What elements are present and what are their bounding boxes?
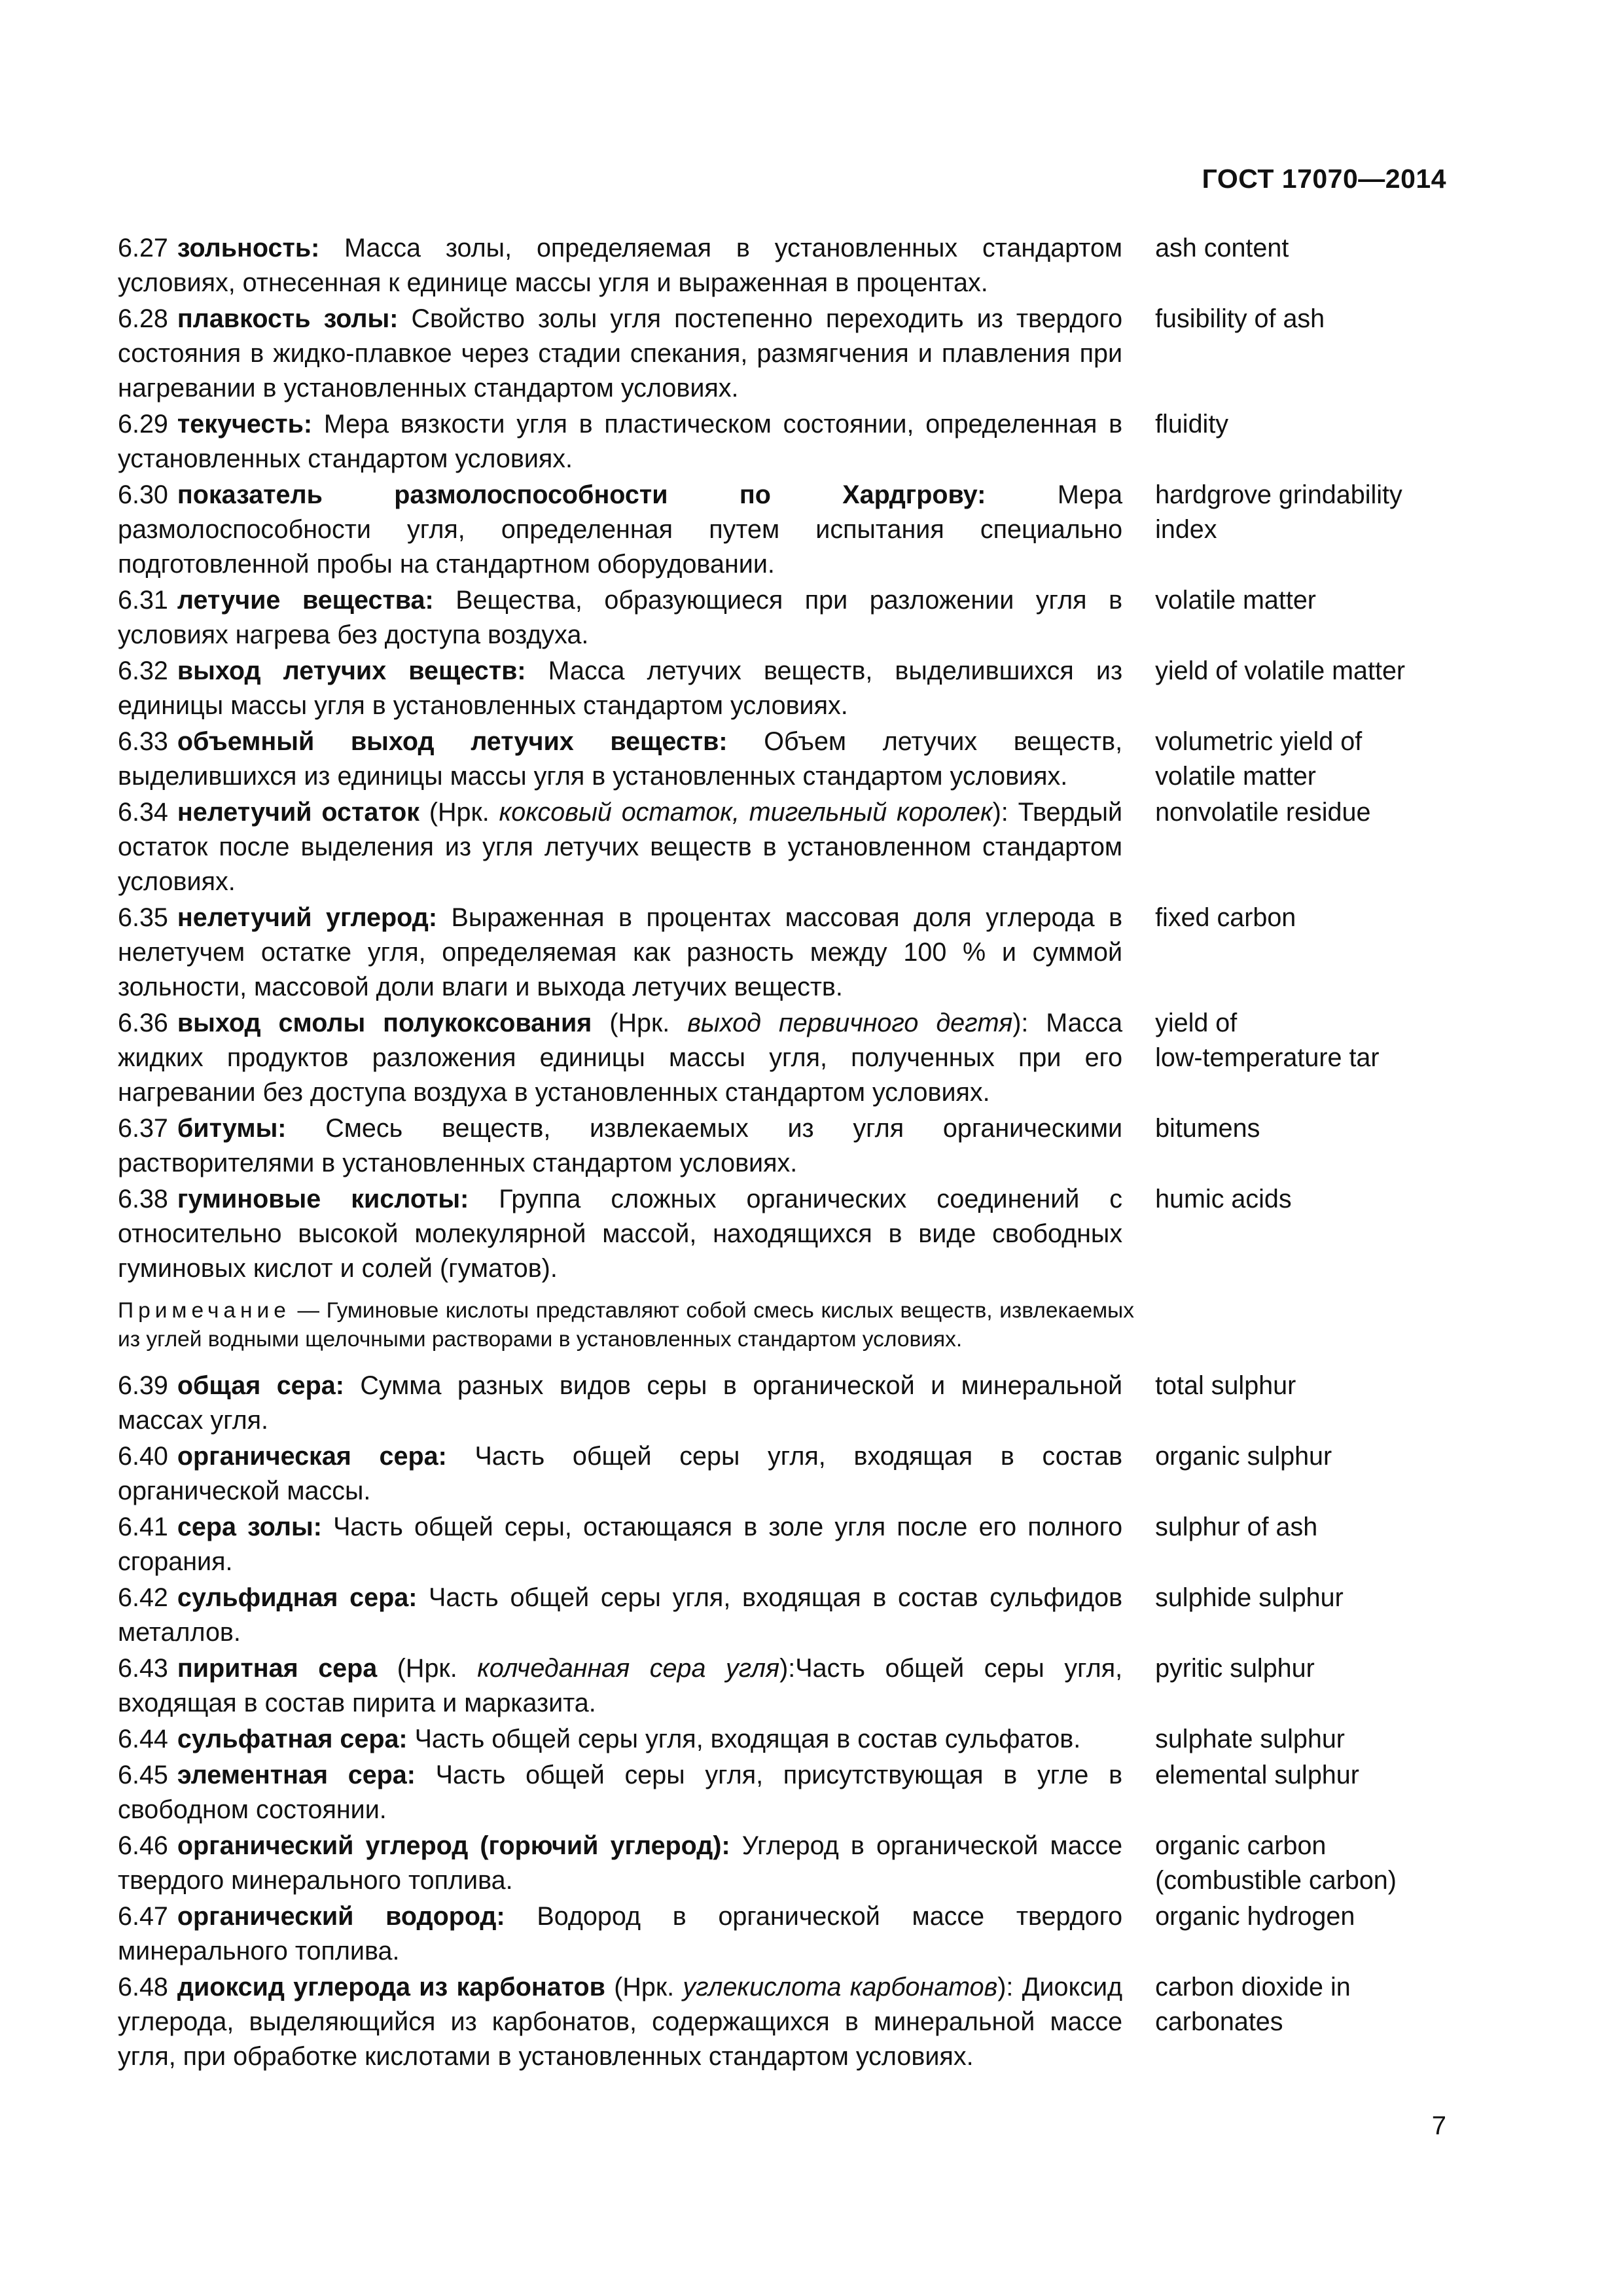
definition-text: Масса летучих веществ, выделившихся из единицы массы угля в установленных стандартом условиях. (118, 656, 1123, 720)
english-equivalent: total sulphur (1155, 1371, 1296, 1400)
term-entry (118, 1970, 1440, 2074)
english-equivalent: sulphate sulphur (1155, 1725, 1345, 1753)
definition-text: Мера размолоспособности угля, определенная путем испытания специально подготовленной пробы на стандартном оборудовании. (118, 480, 1123, 579)
term-number: 6.45 (118, 1761, 168, 1789)
term-number: 6.28 (118, 304, 168, 333)
term-name: летучие вещества: (177, 586, 434, 615)
definition-text: Свойство золы угля постепенно переходить из твердого состояния в жидко-плавкое через стадии спекания, размягчения и плавления при нагревании в установленных стандартом условиях. (118, 304, 1123, 403)
term-entry (118, 725, 1440, 794)
english-equivalent: pyritic sulphur (1155, 1654, 1315, 1683)
term-number: 6.30 (118, 480, 168, 509)
term-number: 6.38 (118, 1185, 168, 1213)
deprecated-prefix: (Нрк. (592, 1009, 688, 1037)
term-number: 6.29 (118, 410, 168, 439)
term-number: 6.34 (118, 798, 168, 827)
term-definition (118, 1510, 1122, 1579)
term-definition (118, 1899, 1122, 1969)
term-entry (118, 1111, 1440, 1181)
term-name: органический углерод (горючий углерод): (177, 1831, 730, 1860)
english-equivalent: humic acids (1155, 1185, 1292, 1213)
definition-text: Объем летучих веществ, выделившихся из единицы массы угля в установленных стандартом условиях. (118, 727, 1123, 791)
term-definition (118, 231, 1122, 300)
english-equivalent: ash content (1155, 234, 1289, 262)
term-definition (118, 901, 1122, 1005)
definition-text: Часть общей серы угля, входящая в состав сульфатов. (407, 1725, 1081, 1753)
term-number: 6.46 (118, 1831, 168, 1860)
english-equivalent: volumetric yield of volatile matter (1155, 727, 1363, 791)
definition-text: Выраженная в процентах массовая доля углерода в нелетучем остатке угля, определяемая как разность между 100 % и суммой зольности, массовой доли влаги и выхода летучих веществ. (118, 903, 1123, 1001)
definition-text: Углерод в органической массе твердого минерального топлива. (118, 1831, 1123, 1895)
definition-text: Часть общей серы, остающаяся в золе угля после его полного сгорания. (118, 1513, 1123, 1576)
term-definition (118, 478, 1122, 582)
term-definition (118, 1006, 1122, 1110)
deprecated-term: углекислота карбонатов (683, 1973, 998, 2001)
term-name: нелетучий остаток (177, 798, 420, 827)
term-number: 6.48 (118, 1973, 168, 2001)
english-equivalent: yield of low-temperature tar (1155, 1009, 1380, 1072)
note-text: — Гуминовые кислоты представляют собой смесь кислых веществ, извлекаемых из углей водными щелочными растворами в установленных стандартом условиях. (118, 1299, 1134, 1352)
term-number: 6.33 (118, 727, 168, 756)
term-number: 6.43 (118, 1654, 168, 1683)
term-definition (118, 654, 1122, 723)
term-entry (118, 478, 1440, 582)
term-number: 6.35 (118, 903, 168, 932)
term-name: общая сера: (177, 1371, 344, 1400)
term-entry (118, 1581, 1440, 1650)
english-equivalent: organic hydrogen (1155, 1902, 1355, 1931)
term-definition (118, 407, 1122, 476)
term-entry (118, 1006, 1440, 1110)
term-entry (118, 231, 1440, 300)
term-name: органический водород: (177, 1902, 505, 1931)
term-definition (118, 725, 1122, 794)
term-name: зольность: (177, 234, 320, 262)
term-definition (118, 1829, 1122, 1898)
definition-text: ):Часть общей серы угля, входящая в состав пирита и марказита. (118, 1654, 1123, 1717)
term-name: объемный выход летучих веществ: (177, 727, 728, 756)
term-definition (118, 1111, 1122, 1181)
term-definition (118, 1970, 1122, 2074)
english-equivalent: organic carbon (combustible carbon) (1155, 1831, 1397, 1895)
definition-text: Группа сложных органических соединений с относительно высокой молекулярной массой, находящихся в виде свободных гуминовых кислот и солей (гуматов). (118, 1185, 1123, 1283)
definition-text: Мера вязкости угля в пластическом состоянии, определенная в установленных стандартом условиях. (118, 410, 1123, 473)
definition-text: ): Диоксид углерода, выделяющийся из карбонатов, содержащихся в минеральной массе угля, при обработке кислотами в установленных стандартом условиях. (118, 1973, 1123, 2071)
deprecated-prefix: (Нрк. (377, 1654, 478, 1683)
english-equivalent: yield of volatile matter (1155, 656, 1406, 685)
term-number: 6.44 (118, 1725, 168, 1753)
definition-text: Часть общей серы угля, входящая в состав сульфидов металлов. (118, 1583, 1123, 1647)
term-number: 6.39 (118, 1371, 168, 1400)
term-name: сера золы: (177, 1513, 322, 1541)
term-entry (118, 583, 1440, 653)
definition-text: Часть общей серы угля, присутствующая в угле в свободном состоянии. (118, 1761, 1123, 1824)
term-number: 6.41 (118, 1513, 168, 1541)
definition-text: Водород в органической массе твердого минерального топлива. (118, 1902, 1123, 1965)
term-name: битумы: (177, 1114, 287, 1143)
term-number: 6.40 (118, 1442, 168, 1471)
english-equivalent: sulphide sulphur (1155, 1583, 1344, 1612)
term-entry (118, 795, 1440, 899)
term-number: 6.32 (118, 656, 168, 685)
term-name: элементная сера: (177, 1761, 416, 1789)
term-entry (118, 407, 1440, 476)
term-entry (118, 654, 1440, 723)
term-entry (118, 1369, 1440, 1438)
term-entry (118, 901, 1440, 1005)
term-name: пиритная сера (177, 1654, 378, 1683)
definition-text: ): Твердый остаток после выделения из угля летучих веществ в установленном стандартом условиях. (118, 798, 1123, 896)
term-name: плавкость золы: (177, 304, 399, 333)
term-name: выход летучих веществ: (177, 656, 526, 685)
term-name: выход смолы полукоксования (177, 1009, 592, 1037)
term-definition (118, 1651, 1122, 1721)
deprecated-term: выход первичного дегтя (687, 1009, 1013, 1037)
deprecated-prefix: (Нрк. (605, 1973, 683, 2001)
term-entry (118, 1651, 1440, 1721)
term-definition (118, 1581, 1122, 1650)
english-equivalent: carbon dioxide in carbonates (1155, 1973, 1351, 2036)
deprecated-term: колчеданная сера угля (477, 1654, 780, 1683)
definition-text: Сумма разных видов серы в органической и минеральной массах угля. (118, 1371, 1123, 1435)
term-definition (118, 795, 1122, 899)
definition-text: Вещества, образующиеся при разложении угля в условиях нагрева без доступа воздуха. (118, 586, 1123, 649)
english-equivalent: nonvolatile residue (1155, 798, 1371, 827)
term-name: сульфидная сера: (177, 1583, 418, 1612)
terms-list (118, 231, 1440, 2075)
english-equivalent: organic sulphur (1155, 1442, 1332, 1471)
term-entry (118, 1182, 1440, 1286)
term-name: гуминовые кислоты: (177, 1185, 469, 1213)
term-name: органическая сера: (177, 1442, 447, 1471)
term-name: диоксид углерода из карбонатов (177, 1973, 605, 2001)
english-equivalent: fixed carbon (1155, 903, 1296, 932)
english-equivalent: bitumens (1155, 1114, 1260, 1143)
term-entry (118, 302, 1440, 406)
note-label: Примечание (118, 1299, 291, 1323)
term-entry (118, 1722, 1440, 1757)
term-definition (118, 1439, 1122, 1509)
definition-text: Масса золы, определяемая в установленных стандартом условиях, отнесенная к единице массы угля и выраженная в процентах. (118, 234, 1123, 297)
term-note (118, 1297, 1134, 1354)
term-entry (118, 1758, 1440, 1827)
term-definition (118, 1722, 1122, 1757)
term-entry (118, 1439, 1440, 1509)
term-definition (118, 302, 1122, 406)
term-number: 6.42 (118, 1583, 168, 1612)
english-equivalent: elemental sulphur (1155, 1761, 1359, 1789)
page-number: 7 (1431, 2111, 1446, 2140)
english-equivalent: volatile matter (1155, 586, 1316, 615)
term-name: нелетучий углерод: (177, 903, 437, 932)
term-number: 6.27 (118, 234, 168, 262)
term-number: 6.47 (118, 1902, 168, 1931)
term-number: 6.36 (118, 1009, 168, 1037)
page-header-standard: ГОСТ 17070—2014 (1202, 164, 1446, 194)
term-name: текучесть: (177, 410, 313, 439)
term-definition (118, 1182, 1122, 1286)
term-definition (118, 583, 1122, 653)
english-equivalent: hardgrove grindability index (1155, 480, 1402, 544)
definition-text: ): Масса жидких продуктов разложения единицы массы угля, полученных при его нагревании без доступа воздуха в установленных стандартом условиях. (118, 1009, 1123, 1107)
english-equivalent: sulphur of ash (1155, 1513, 1318, 1541)
term-definition (118, 1369, 1122, 1438)
term-name: сульфатная сера: (177, 1725, 408, 1753)
term-definition (118, 1758, 1122, 1827)
deprecated-term: коксовый остаток, тигельный королек (499, 798, 993, 827)
deprecated-prefix: (Нрк. (419, 798, 499, 827)
term-entry (118, 1899, 1440, 1969)
definition-text: Смесь веществ, извлекаемых из угля органическими растворителями в установленных стандартом условиях. (118, 1114, 1123, 1177)
term-name: показатель размолоспособности по Хардгрову: (177, 480, 986, 509)
term-number: 6.31 (118, 586, 168, 615)
term-number: 6.37 (118, 1114, 168, 1143)
term-entry (118, 1510, 1440, 1579)
term-entry (118, 1829, 1440, 1898)
english-equivalent: fusibility of ash (1155, 304, 1325, 333)
english-equivalent: fluidity (1155, 410, 1229, 439)
definition-text: Часть общей серы угля, входящая в состав органической массы. (118, 1442, 1123, 1505)
